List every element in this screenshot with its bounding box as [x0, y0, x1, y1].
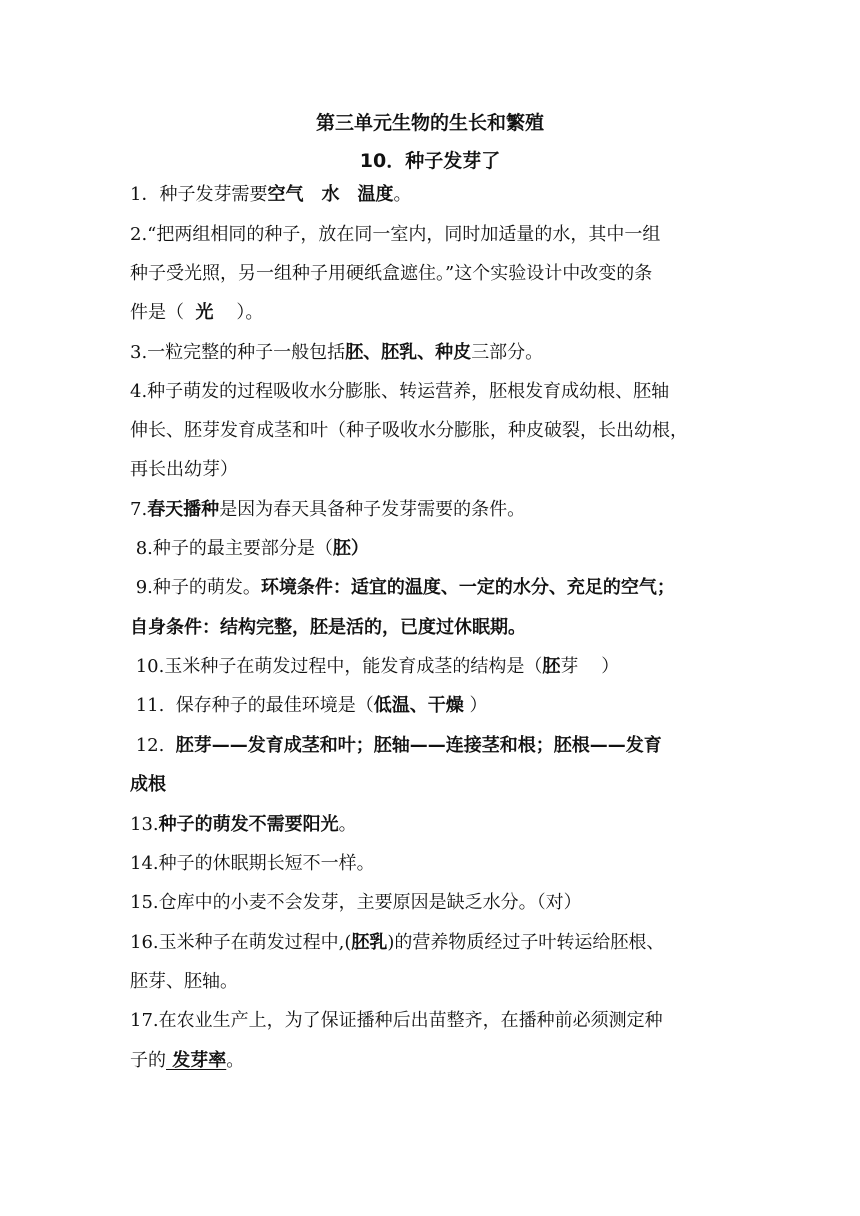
item-12-line-2 [130, 773, 166, 797]
item-11 [130, 694, 488, 718]
item-16-line-1 [130, 931, 664, 955]
item-12-answer: 胚芽——发育成茎和叶；胚轴——连接茎和根；胚根——发育 [175, 735, 662, 756]
item-10 [130, 655, 619, 679]
item-12-line-1 [130, 734, 662, 758]
item-10-answer: 胚 [542, 656, 561, 677]
item-2-end: ）。 [213, 302, 264, 323]
item-3-answer: 胚、胚乳、种皮 [345, 342, 472, 363]
item-1 [130, 183, 411, 207]
item-16-end: )的营养物质经过子叶转运给胚根、 [387, 932, 665, 953]
item-3 [130, 341, 543, 365]
item-13-answer: 种子的萌发不需要阳光 [158, 814, 339, 835]
item-1-answer: 空气 水 温度 [267, 184, 394, 205]
item-7-text: 是因为春天具备种子发芽需要的条件。 [219, 499, 526, 520]
item-17-end: 。 [226, 1050, 245, 1071]
item-9-line-2 [130, 616, 526, 640]
unit-title: 第三单元生物的生长和繁殖 [315, 112, 544, 134]
item-2-line-3 [130, 301, 263, 325]
item-9-line-1 [130, 576, 675, 600]
item-8 [130, 537, 369, 561]
item-4-line-2: 伸长、胚芽发育成茎和叶（种子吸收水分膨胀，种皮破裂，长出幼根， [130, 420, 688, 441]
item-4-line-1: 4.种子萌发的过程吸收水分膨胀、转运营养，胚根发育成幼根、胚轴 [130, 381, 670, 402]
item-7-number: 7. [130, 499, 148, 520]
item-2-line-2: 种子受光照，另一组种子用硬纸盒遮住。”这个实验设计中改变的条 [130, 263, 653, 284]
item-11-text: 11. 保存种子的最佳环境是（ [130, 695, 374, 716]
item-1-end: 。 [393, 184, 412, 205]
item-13-number: 13. [130, 814, 159, 835]
item-17-line-2 [130, 1049, 244, 1073]
item-3-end: 三部分。 [471, 342, 544, 363]
item-3-text: 3.一粒完整的种子一般包括 [130, 342, 346, 363]
item-10-text: 10.玉米种子在萌发过程中，能发育成茎的结构是（ [130, 656, 543, 677]
item-8-answer: 胚） [332, 538, 369, 559]
item-12-number: 12. [130, 735, 176, 756]
item-16-text: 16.玉米种子在萌发过程中,( [130, 932, 352, 953]
item-17-line-1: 17.在农业生产上，为了保证播种后出苗整齐，在播种前必须测定种 [130, 1010, 663, 1031]
item-10-end: 芽 ） [560, 656, 620, 677]
item-7 [130, 498, 525, 522]
item-2-text: 件是（ [130, 302, 196, 323]
item-2-line-1: 2.“把两组相同的种子，放在同一室内，同时加适量的水，其中一组 [130, 224, 661, 245]
item-16-line-2: 胚芽、胚轴。 [130, 971, 238, 992]
item-13 [130, 813, 357, 837]
item-15: 15.仓库中的小麦不会发芽，主要原因是缺乏水分。（对） [130, 892, 582, 913]
item-1-text: 1．种子发芽需要 [130, 184, 268, 205]
item-7-answer: 春天播种 [147, 499, 220, 520]
item-13-end: 。 [338, 814, 357, 835]
item-2-answer: 光 [195, 302, 214, 323]
item-16-answer: 胚乳 [351, 932, 388, 953]
item-17-answer: 发芽率 [166, 1050, 227, 1071]
item-8-text: 8.种子的最主要部分是（ [130, 538, 333, 559]
lesson-title: 10．种子发芽了 [359, 150, 501, 172]
item-9-answer: 环境条件：适宜的温度、一定的水分、充足的空气； [260, 577, 675, 598]
item-9-answer-2: 自身条件：结构完整，胚是活的，已度过休眠期。 [130, 617, 526, 638]
item-9-text: 9.种子的萌发。 [130, 577, 261, 598]
item-11-answer: 低温、干燥 [373, 695, 464, 716]
item-14: 14.种子的休眠期长短不一样。 [130, 853, 375, 874]
item-12-answer-2: 成根 [130, 774, 166, 795]
item-4-line-3: 再长出幼芽） [130, 459, 238, 480]
item-17-text: 子的 [130, 1050, 166, 1071]
item-11-end: ） [463, 695, 488, 716]
